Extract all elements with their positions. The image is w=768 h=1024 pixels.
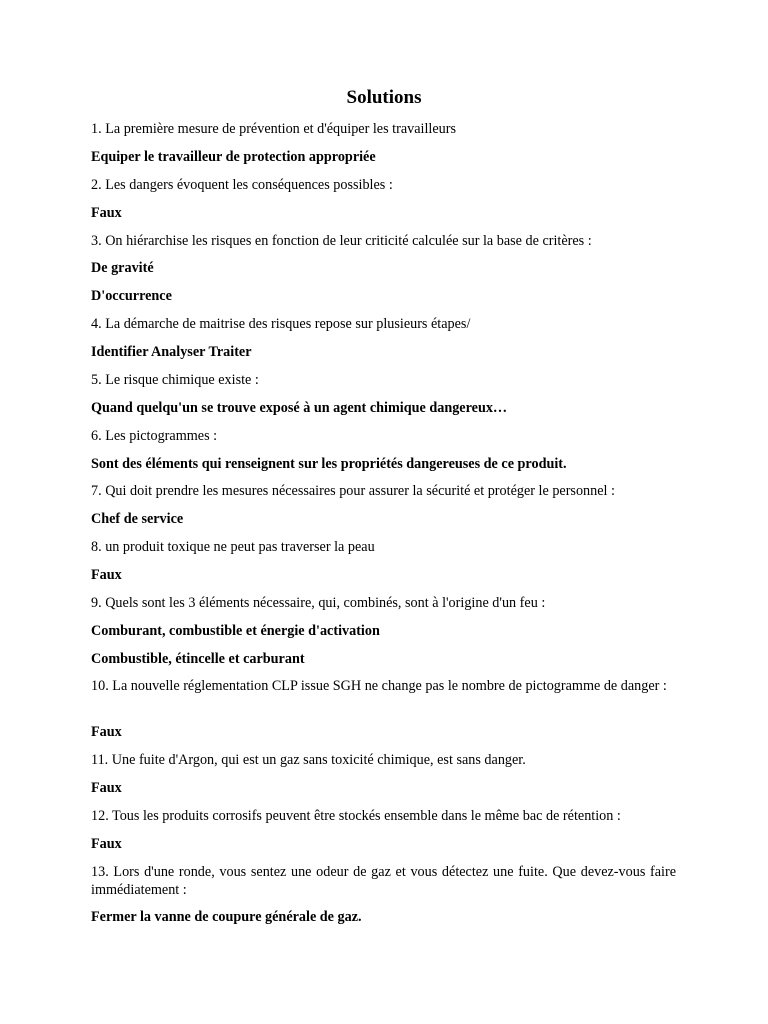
question-4: 4. La démarche de maitrise des risques repose sur plusieurs étapes/ (91, 316, 471, 332)
answer-3b: D'occurrence (91, 288, 172, 304)
question-2: 2. Les dangers évoquent les conséquences possibles : (91, 177, 393, 193)
question-6: 6. Les pictogrammes : (91, 428, 218, 444)
answer-1: Equiper le travailleur de protection appropriée (91, 149, 376, 165)
question-3: 3. On hiérarchise les risques en fonction de leur criticité calculée sur la base de critères : (91, 233, 592, 249)
answer-9b: Combustible, étincelle et carburant (91, 651, 305, 667)
question-7: 7. Qui doit prendre les mesures nécessaires pour assurer la sécurité et protéger le personnel : (91, 483, 615, 499)
answer-11: Faux (91, 780, 122, 796)
answer-7: Chef de service (91, 511, 184, 527)
answer-6: Sont des éléments qui renseignent sur les propriétés dangereuses de ce produit. (91, 456, 567, 472)
question-13: 13. Lors d'une ronde, vous sentez une odeur de gaz et vous détectez une fuite. Que devez-vous faire immédiatement : (91, 864, 676, 898)
answer-3a: De gravité (91, 260, 154, 276)
answer-12: Faux (91, 836, 122, 852)
question-5: 5. Le risque chimique existe : (91, 372, 259, 388)
question-11: 11. Une fuite d'Argon, qui est un gaz sans toxicité chimique, est sans danger. (91, 752, 526, 768)
answer-10: Faux (91, 724, 122, 740)
question-9: 9. Quels sont les 3 éléments nécessaire, qui, combinés, sont à l'origine d'un feu : (91, 595, 546, 611)
question-10: 10. La nouvelle réglementation CLP issue SGH ne change pas le nombre de pictogramme de danger : (91, 678, 667, 694)
answer-5: Quand quelqu'un se trouve exposé à un agent chimique dangereux… (91, 400, 508, 416)
answer-4: Identifier Analyser Traiter (91, 344, 252, 360)
question-1: 1. La première mesure de prévention et d'équiper les travailleurs (91, 121, 456, 137)
question-8: 8. un produit toxique ne peut pas traverser la peau (91, 539, 375, 555)
answer-9a: Comburant, combustible et énergie d'activation (91, 623, 380, 639)
page-title: Solutions (346, 87, 422, 108)
answer-13: Fermer la vanne de coupure générale de gaz. (91, 909, 362, 925)
question-12: 12. Tous les produits corrosifs peuvent être stockés ensemble dans le même bac de rétention : (91, 808, 621, 824)
answer-2: Faux (91, 205, 122, 221)
answer-8: Faux (91, 567, 122, 583)
